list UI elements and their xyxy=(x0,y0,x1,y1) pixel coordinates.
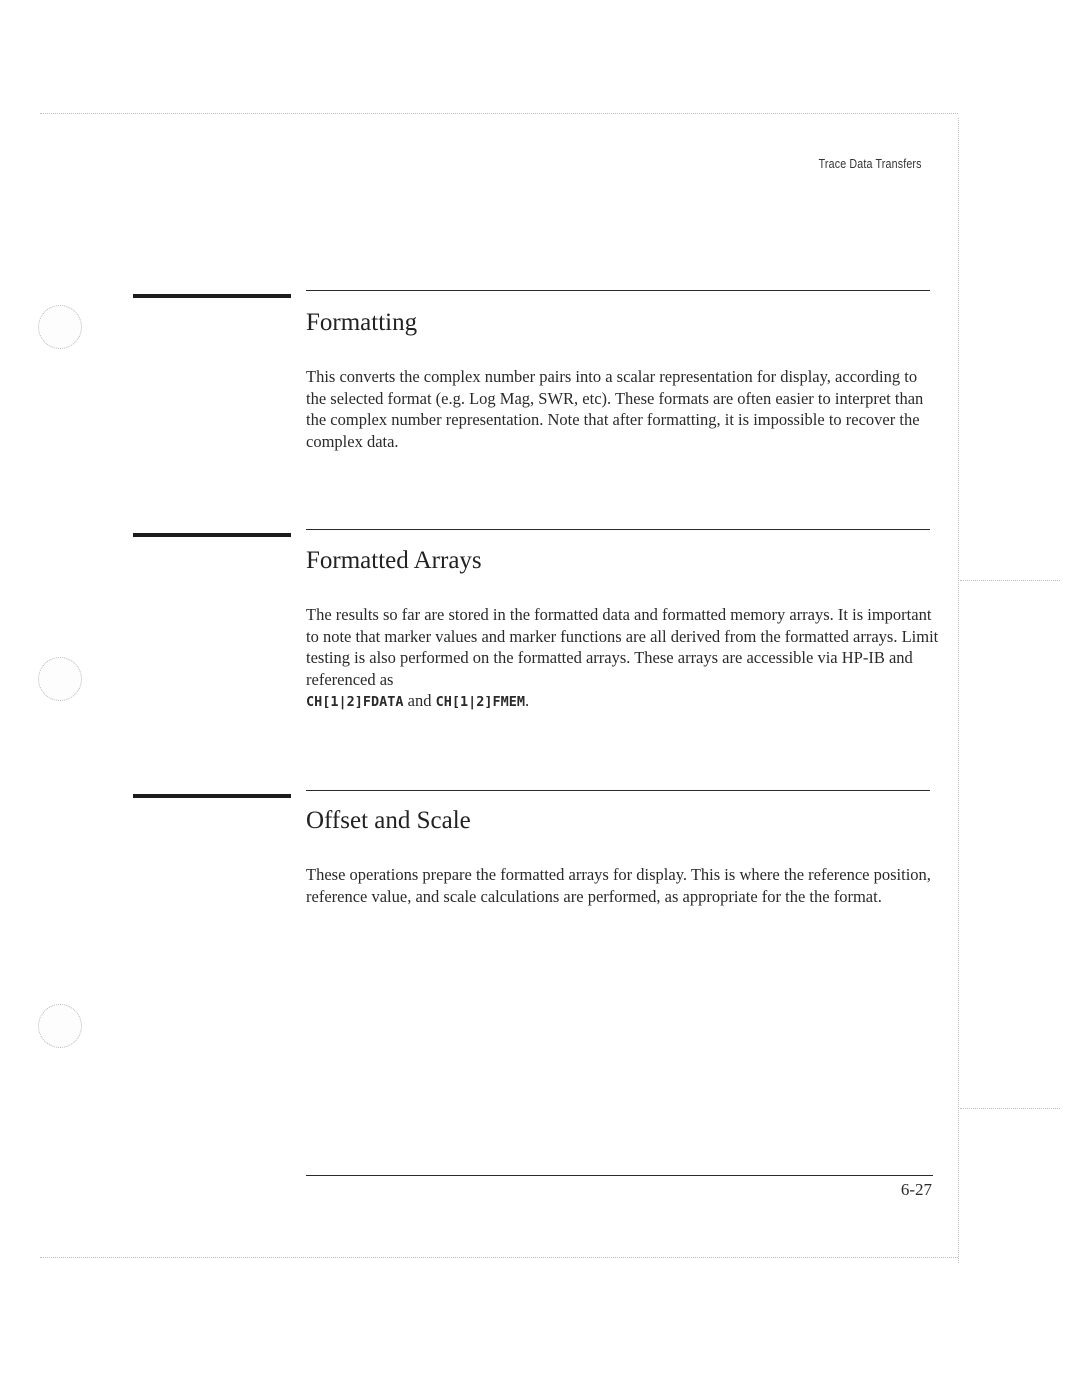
section-rule-thick xyxy=(133,533,291,537)
binder-hole-top xyxy=(38,305,82,349)
section-rule-thin xyxy=(306,790,930,791)
section-body-formatted-arrays xyxy=(306,604,940,714)
right-border-dotted xyxy=(958,118,959,1263)
section-heading-offset-and-scale: Offset and Scale xyxy=(306,807,471,834)
binder-hole-bottom xyxy=(38,1004,82,1048)
right-tab-mark-upper xyxy=(960,580,1060,581)
running-header: Trace Data Transfers xyxy=(818,156,922,171)
section-body-offset-and-scale: These operations prepare the formatted arrays for display. This is where the reference position, reference value, and scale calculations are performed, as appropriate for the the format. xyxy=(306,865,931,906)
section-rule-thick xyxy=(133,794,291,798)
sentence-end: . xyxy=(525,691,530,710)
body-text: The results so far are stored in the formatted data and formatted memory arrays. It is important to note that marker values and marker functions are all derived from the formatted arrays. Limit testing is also performed on the formatted arrays. These arrays are accessible via HP-IB and referenced as xyxy=(306,605,939,689)
section-body-formatting: This converts the complex number pairs into a scalar representation for display, according to the selected format (e.g. Log Mag, SWR, etc). These formats are often easier to interpret than the complex number representation. Note that after formatting, it is impossible to recover the complex data. xyxy=(306,367,924,451)
right-tab-mark-lower xyxy=(960,1108,1060,1109)
footer-rule xyxy=(306,1175,933,1176)
joiner-text: and xyxy=(407,691,432,710)
code-fmem: CH[1|2]FMEM xyxy=(435,694,526,710)
binder-hole-middle xyxy=(38,657,82,701)
code-fdata: CH[1|2]FDATA xyxy=(306,694,404,710)
section-rule-thin xyxy=(306,529,930,530)
section-rule-thin xyxy=(306,290,930,291)
section-heading-formatted-arrays: Formatted Arrays xyxy=(306,547,482,574)
section-rule-thick xyxy=(133,294,291,298)
section-heading-formatting: Formatting xyxy=(306,309,418,336)
top-border-dotted xyxy=(40,113,958,114)
bottom-border-dotted xyxy=(40,1257,958,1258)
page-number: 6-27 xyxy=(900,1180,932,1199)
